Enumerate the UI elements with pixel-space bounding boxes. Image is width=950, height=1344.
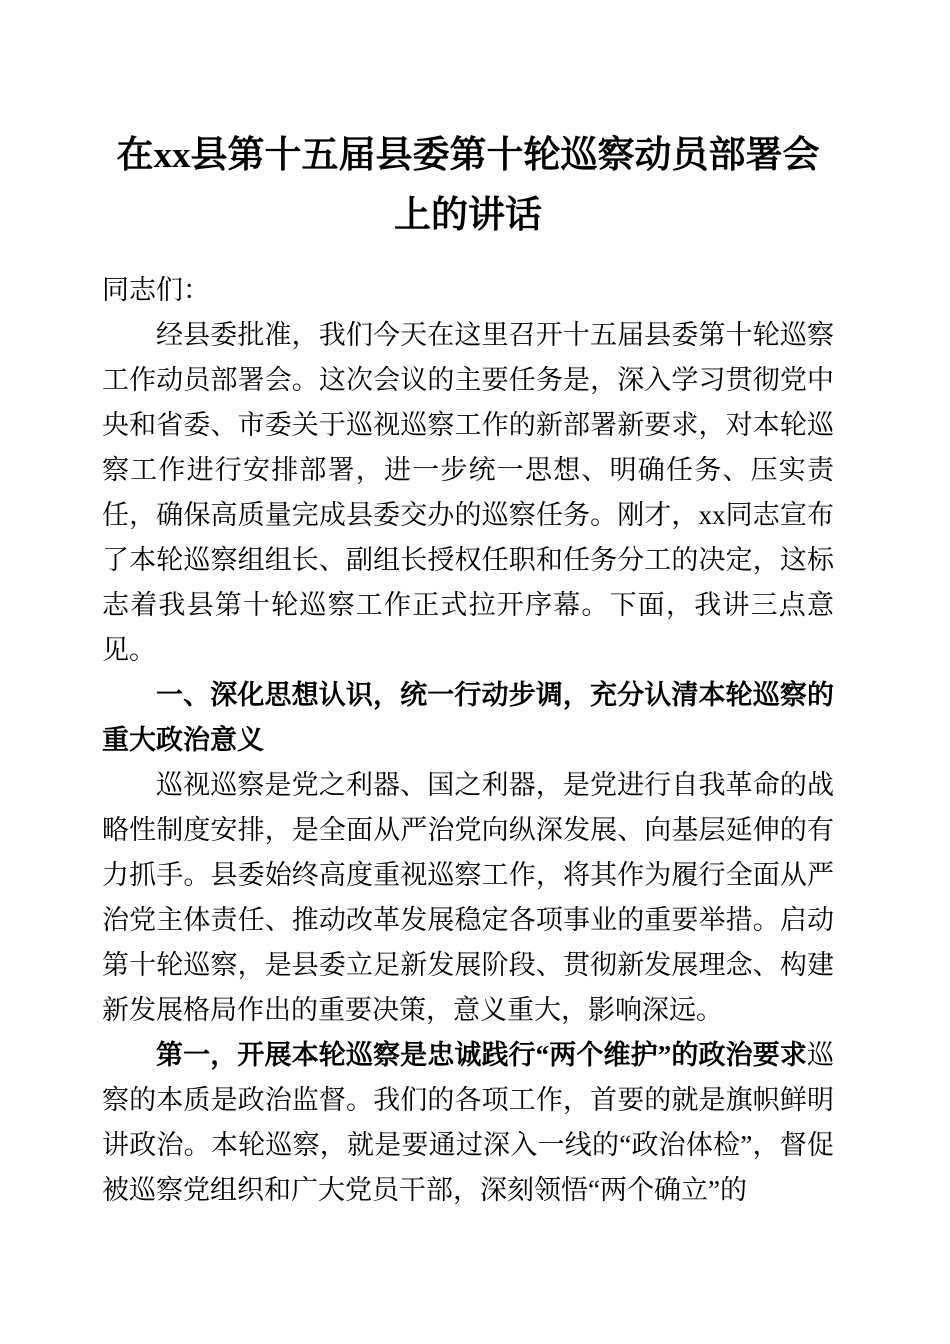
paragraph-opening: 经县委批准，我们今天在这里召开十五届县委第十轮巡察工作动员部署会。这次会议的主要任务是，深入学习贯彻党中央和省委、市委关于巡视巡察工作的新部署新要求，对本轮巡察工作进行安排部署，进一步统一思想、明确任务、压实责任，确保高质量完成县委交办的巡察任务。刚才，xx同志宣布了本轮巡察组组长、副组长授权任职和任务分工的决定，这标志着我县第十轮巡察工作正式拉开序幕。下面，我讲三点意见。 xyxy=(102,320,834,665)
document-content xyxy=(102,0,834,1213)
first-point-body-text: 巡察的本质是政治监督。我们的各项工作，首要的就是旗帜鲜明讲政治。本轮巡察，就是要通过深入一线的“政治体检”，督促被巡察党组织和广大党员干部，深刻领悟“两个确立”的 xyxy=(102,1040,834,1205)
greeting-line: 同志们： xyxy=(102,275,210,305)
section-heading-1: 一、深化思想认识，统一行动步调，充分认清本轮巡察的重大政治意义 xyxy=(102,680,834,755)
first-point-lead-text: 第一，开展本轮巡察是忠诚践行“两个维护”的政治要求 xyxy=(156,1040,807,1070)
doc-title: 在xx县第十五届县委第十轮巡察动员部署会上的讲话 xyxy=(116,135,820,236)
paragraph-first-point xyxy=(102,1033,834,1213)
paragraph-significance: 巡视巡察是党之利器、国之利器，是党进行自我革命的战略性制度安排，是全面从严治党向纵深发展、向基层延伸的有力抓手。县委始终高度重视巡察工作，将其作为履行全面从严治党主体责任、推动改革发展稳定各项事业的重要举措。启动第十轮巡察，是县委立足新发展阶段、贯彻新发展理念、构建新发展格局作出的重要决策，意义重大，影响深远。 xyxy=(102,770,834,1025)
